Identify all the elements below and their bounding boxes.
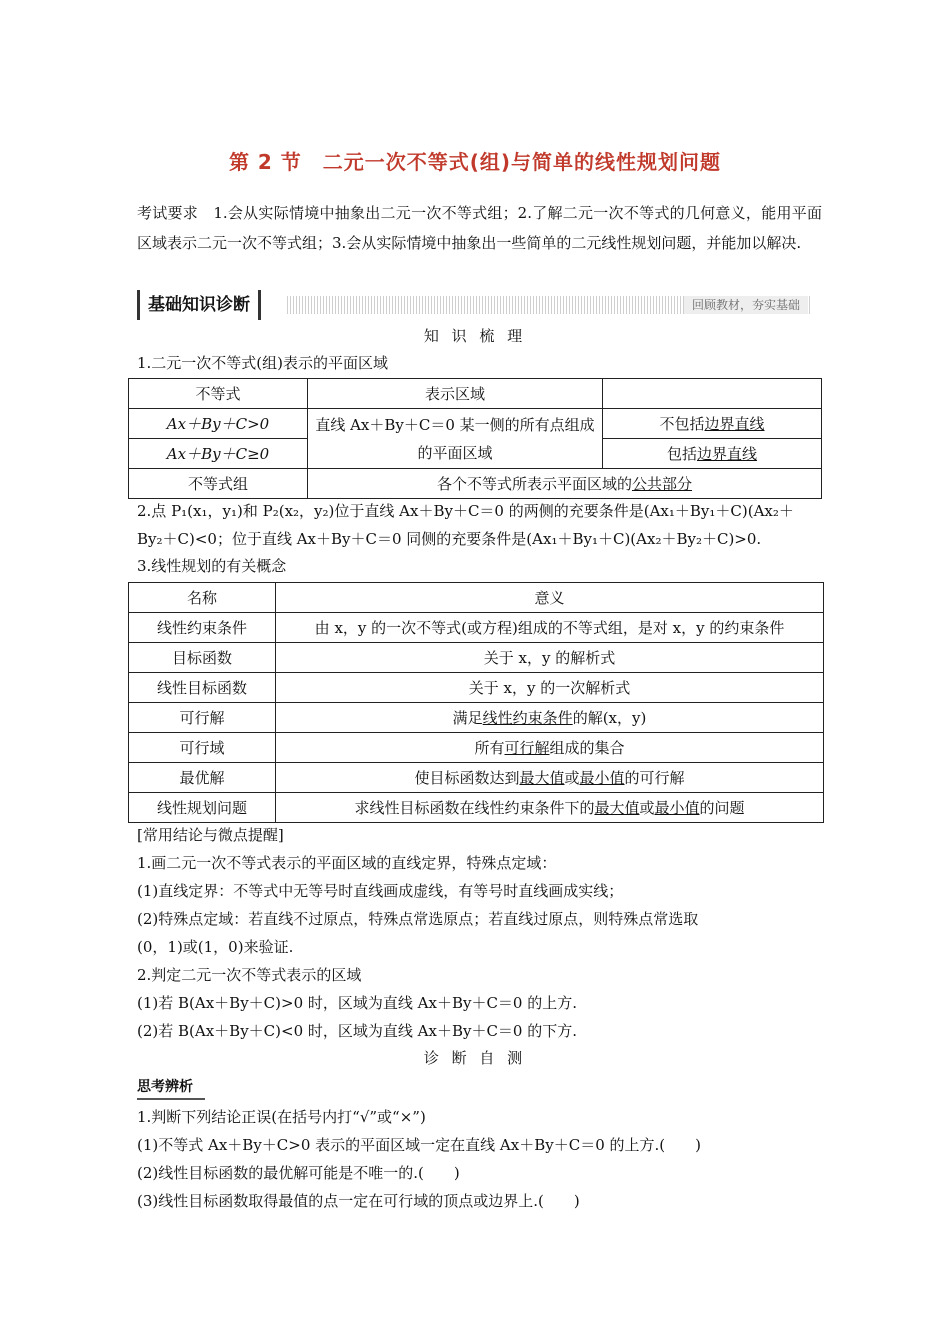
remark-line: (1)若 B(Ax＋By＋C)>0 时，区域为直线 Ax＋By＋C＝0 的上方. [137,994,578,1012]
table2-name-cell: 线性规划问题 [129,793,276,823]
remarks-heading: [常用结论与微点提醒] [137,826,284,844]
table1-header-region: 表示区域 [308,379,603,409]
remark-line: 2.判定二元一次不等式表示的区域 [137,966,362,984]
concept-table [128,582,824,823]
table2-row [129,793,824,823]
exam-requirement: 考试要求 1.会从实际情境中抽象出二元一次不等式组；2.了解二元一次不等式的几何意义，能用平面区域表示二元一次不等式组；3.会从实际情境中抽象出一些简单的二元线性规划问题，并能加以解决. [137,204,822,252]
section1-heading: 1.二元一次不等式(组)表示的平面区域 [137,354,389,372]
table1-header-inequality: 不等式 [129,379,308,409]
question-1: 1.判断下列结论正误(在括号内打“√”或“×”) [137,1108,426,1126]
table2-meaning-cell: 关于 x，y 的解析式 [276,643,824,673]
table2-name-cell: 线性目标函数 [129,673,276,703]
table2-meaning-cell: 使目标函数达到最大值或最小值的可行解 [276,763,824,793]
knowledge-heading: 知 识 梳 理 [423,327,527,345]
table2-meaning-cell: 所有可行解组成的集合 [276,733,824,763]
table2-name-cell: 线性约束条件 [129,613,276,643]
table2-row [129,613,824,643]
table2-name-cell: 最优解 [129,763,276,793]
banner-subtitle: 回顾教材，夯实基础 [684,296,808,314]
section3-heading: 3.线性规划的有关概念 [137,557,287,575]
table1-cell: 直线 Ax＋By＋C＝0 某一侧的所有点组成的平面区域 [308,409,603,469]
question-1-3: (3)线性目标函数取得最值的点一定在可行域的顶点或边界上.( ) [137,1192,580,1210]
table2-row [129,733,824,763]
table1-cell: Ax＋By＋C>0 [129,409,308,439]
remark-line: (2)特殊点定域：若直线不过原点，特殊点常选原点；若直线过原点，则特殊点常选取 [137,910,699,928]
remark-line: (2)若 B(Ax＋By＋C)<0 时，区域为直线 Ax＋By＋C＝0 的下方. [137,1022,578,1040]
table1-header-empty [603,379,822,409]
section2-line1: 2.点 P₁(x₁，y₁)和 P₂(x₂，y₂)位于直线 Ax＋By＋C＝0 的两侧的充要条件是(Ax₁＋By₁＋C)(Ax₂＋ [137,502,794,520]
table1-cell: 不等式组 [129,469,308,499]
region-table [128,378,822,499]
table1-cell: 各个不等式所表示平面区域的公共部分 [308,469,822,499]
table2-header-name: 名称 [129,583,276,613]
table2-row [129,703,824,733]
section2-line2: By₂＋C)<0；位于直线 Ax＋By＋C＝0 同侧的充要条件是(Ax₁＋By₁＋C)(Ax₂＋By₂＋C)>0. [137,530,762,548]
think-tag: 思考辨析 [137,1076,205,1100]
section-banner [137,290,812,320]
banner-label: 基础知识诊断 [137,290,261,320]
table2-name-cell: 目标函数 [129,643,276,673]
diagnosis-heading: 诊 断 自 测 [423,1049,527,1067]
table1-cell: 不包括边界直线 [603,409,822,439]
remark-line: 1.画二元一次不等式表示的平面区域的直线定界，特殊点定域： [137,854,557,872]
table2-row [129,673,824,703]
remark-line: (1)直线定界：不等式中无等号时直线画成虚线，有等号时直线画成实线； [137,882,624,900]
table2-meaning-cell: 关于 x，y 的一次解析式 [276,673,824,703]
table2-header-meaning: 意义 [276,583,824,613]
remark-line: (0，1)或(1，0)来验证. [137,938,294,956]
table1-cell: 包括边界直线 [603,439,822,469]
question-1-2: (2)线性目标函数的最优解可能是不唯一的.( ) [137,1164,460,1182]
table2-meaning-cell: 满足线性约束条件的解(x，y) [276,703,824,733]
table2-meaning-cell: 由 x，y 的一次不等式(或方程)组成的不等式组，是对 x，y 的约束条件 [276,613,824,643]
table2-name-cell: 可行域 [129,733,276,763]
question-1-1: (1)不等式 Ax＋By＋C>0 表示的平面区域一定在直线 Ax＋By＋C＝0 的上方.( ) [137,1136,701,1154]
table2-name-cell: 可行解 [129,703,276,733]
table2-row [129,763,824,793]
page-title: 第 2 节 二元一次不等式(组)与简单的线性规划问题 [228,150,722,174]
table2-row [129,643,824,673]
table2-meaning-cell: 求线性目标函数在线性约束条件下的最大值或最小值的问题 [276,793,824,823]
table1-cell: Ax＋By＋C≥0 [129,439,308,469]
